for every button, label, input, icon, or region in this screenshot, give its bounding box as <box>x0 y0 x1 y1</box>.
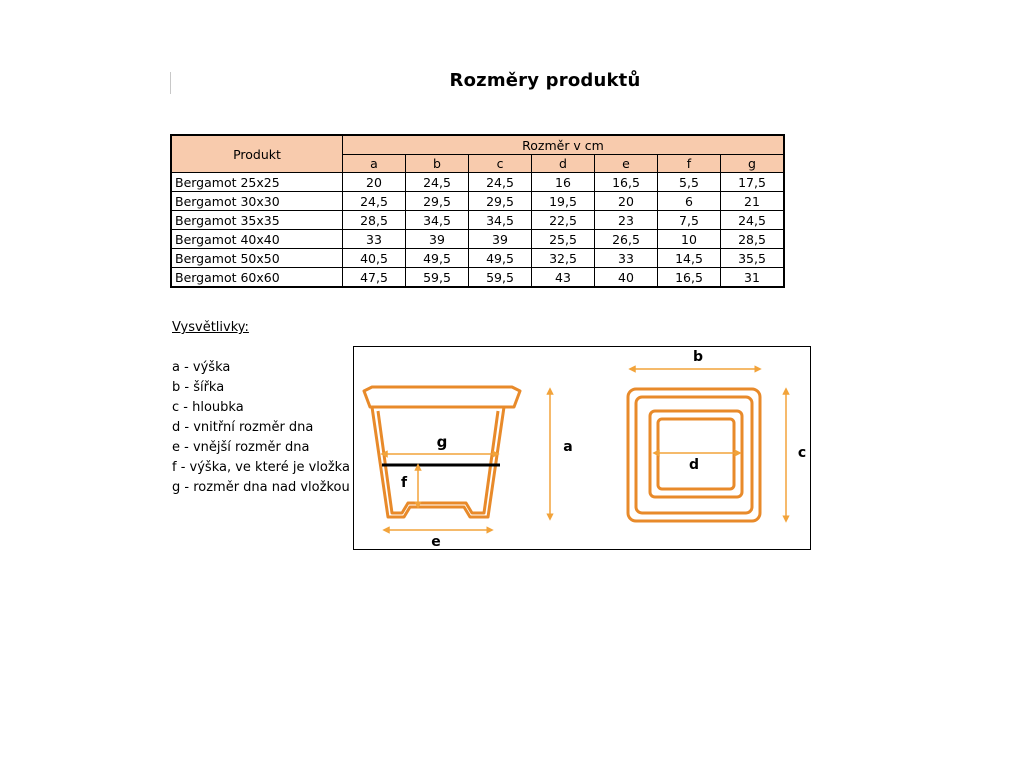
value-cell: 40,5 <box>343 249 406 268</box>
table-row <box>171 230 784 249</box>
value-cell: 5,5 <box>658 173 721 192</box>
dimension-label-b: b <box>692 349 704 365</box>
pot-body-inner <box>378 411 498 513</box>
dimension-label-a: a <box>563 439 573 455</box>
dimension-label-g: g <box>436 433 448 451</box>
pot-dimension-diagram <box>353 346 811 550</box>
table-row <box>171 173 784 192</box>
value-cell: 34,5 <box>406 211 469 230</box>
value-cell: 29,5 <box>469 192 532 211</box>
value-cell: 43 <box>532 268 595 288</box>
legend-item-f: f - výška, ve které je vložka <box>172 460 350 475</box>
value-cell: 28,5 <box>721 230 785 249</box>
dimension-label-c: c <box>797 445 807 461</box>
column-header-g: g <box>721 155 785 173</box>
dimensions-table <box>170 134 785 288</box>
pot-body-outer <box>372 407 504 517</box>
value-cell: 59,5 <box>406 268 469 288</box>
value-cell: 59,5 <box>469 268 532 288</box>
value-cell: 49,5 <box>469 249 532 268</box>
column-header-e: e <box>595 155 658 173</box>
legend-item-d: d - vnitřní rozměr dna <box>172 420 314 435</box>
column-header-f: f <box>658 155 721 173</box>
page-title: Rozměry produktů <box>449 70 641 91</box>
value-cell: 25,5 <box>532 230 595 249</box>
legend-item-b: b - šířka <box>172 380 225 395</box>
product-name-cell: Bergamot 25x25 <box>171 173 343 192</box>
value-cell: 31 <box>721 268 785 288</box>
legend <box>172 318 350 498</box>
value-cell: 40 <box>595 268 658 288</box>
product-name-cell: Bergamot 30x30 <box>171 192 343 211</box>
value-cell: 19,5 <box>532 192 595 211</box>
value-cell: 17,5 <box>721 173 785 192</box>
value-cell: 24,5 <box>343 192 406 211</box>
top-view-outer-square <box>628 389 760 521</box>
value-cell: 35,5 <box>721 249 785 268</box>
value-cell: 7,5 <box>658 211 721 230</box>
value-cell: 28,5 <box>343 211 406 230</box>
table-row <box>171 192 784 211</box>
dimension-label-d: d <box>688 457 700 473</box>
value-cell: 14,5 <box>658 249 721 268</box>
value-cell: 47,5 <box>343 268 406 288</box>
legend-item-g: g - rozměr dna nad vložkou <box>172 480 350 495</box>
legend-item-a: a - výška <box>172 360 231 375</box>
value-cell: 26,5 <box>595 230 658 249</box>
value-cell: 32,5 <box>532 249 595 268</box>
product-name-cell: Bergamot 35x35 <box>171 211 343 230</box>
column-header-b: b <box>406 155 469 173</box>
value-cell: 20 <box>343 173 406 192</box>
column-header-d: d <box>532 155 595 173</box>
diagram-svg <box>354 347 810 549</box>
pot-top-view <box>628 389 760 521</box>
value-cell: 33 <box>595 249 658 268</box>
top-view-bottom-square <box>658 419 734 489</box>
value-cell: 33 <box>343 230 406 249</box>
dimension-label-f: f <box>400 475 408 491</box>
top-view-inner-square <box>650 411 742 497</box>
value-cell: 10 <box>658 230 721 249</box>
table-row <box>171 211 784 230</box>
value-cell: 22,5 <box>532 211 595 230</box>
value-cell: 49,5 <box>406 249 469 268</box>
legend-title: Vysvětlivky: <box>172 320 249 335</box>
value-cell: 6 <box>658 192 721 211</box>
product-name-cell: Bergamot 40x40 <box>171 230 343 249</box>
value-cell: 20 <box>595 192 658 211</box>
value-cell: 16,5 <box>658 268 721 288</box>
value-cell: 29,5 <box>406 192 469 211</box>
value-cell: 23 <box>595 211 658 230</box>
value-cell: 16 <box>532 173 595 192</box>
value-cell: 24,5 <box>406 173 469 192</box>
pot-rim-outline <box>364 387 520 407</box>
dimension-group-header: Rozměr v cm <box>343 135 785 155</box>
product-name-cell: Bergamot 60x60 <box>171 268 343 288</box>
value-cell: 24,5 <box>469 173 532 192</box>
product-name-cell: Bergamot 50x50 <box>171 249 343 268</box>
legend-item-c: c - hloubka <box>172 400 244 415</box>
column-header-c: c <box>469 155 532 173</box>
value-cell: 16,5 <box>595 173 658 192</box>
product-column-header: Produkt <box>171 135 343 173</box>
legend-item-e: e - vnější rozměr dna <box>172 440 310 455</box>
table-row <box>171 268 784 288</box>
value-cell: 39 <box>406 230 469 249</box>
pot-side-view <box>364 387 520 517</box>
column-header-a: a <box>343 155 406 173</box>
value-cell: 34,5 <box>469 211 532 230</box>
dimension-label-e: e <box>431 534 441 549</box>
table-header-row <box>171 135 784 155</box>
value-cell: 21 <box>721 192 785 211</box>
value-cell: 39 <box>469 230 532 249</box>
value-cell: 24,5 <box>721 211 785 230</box>
table-row <box>171 249 784 268</box>
